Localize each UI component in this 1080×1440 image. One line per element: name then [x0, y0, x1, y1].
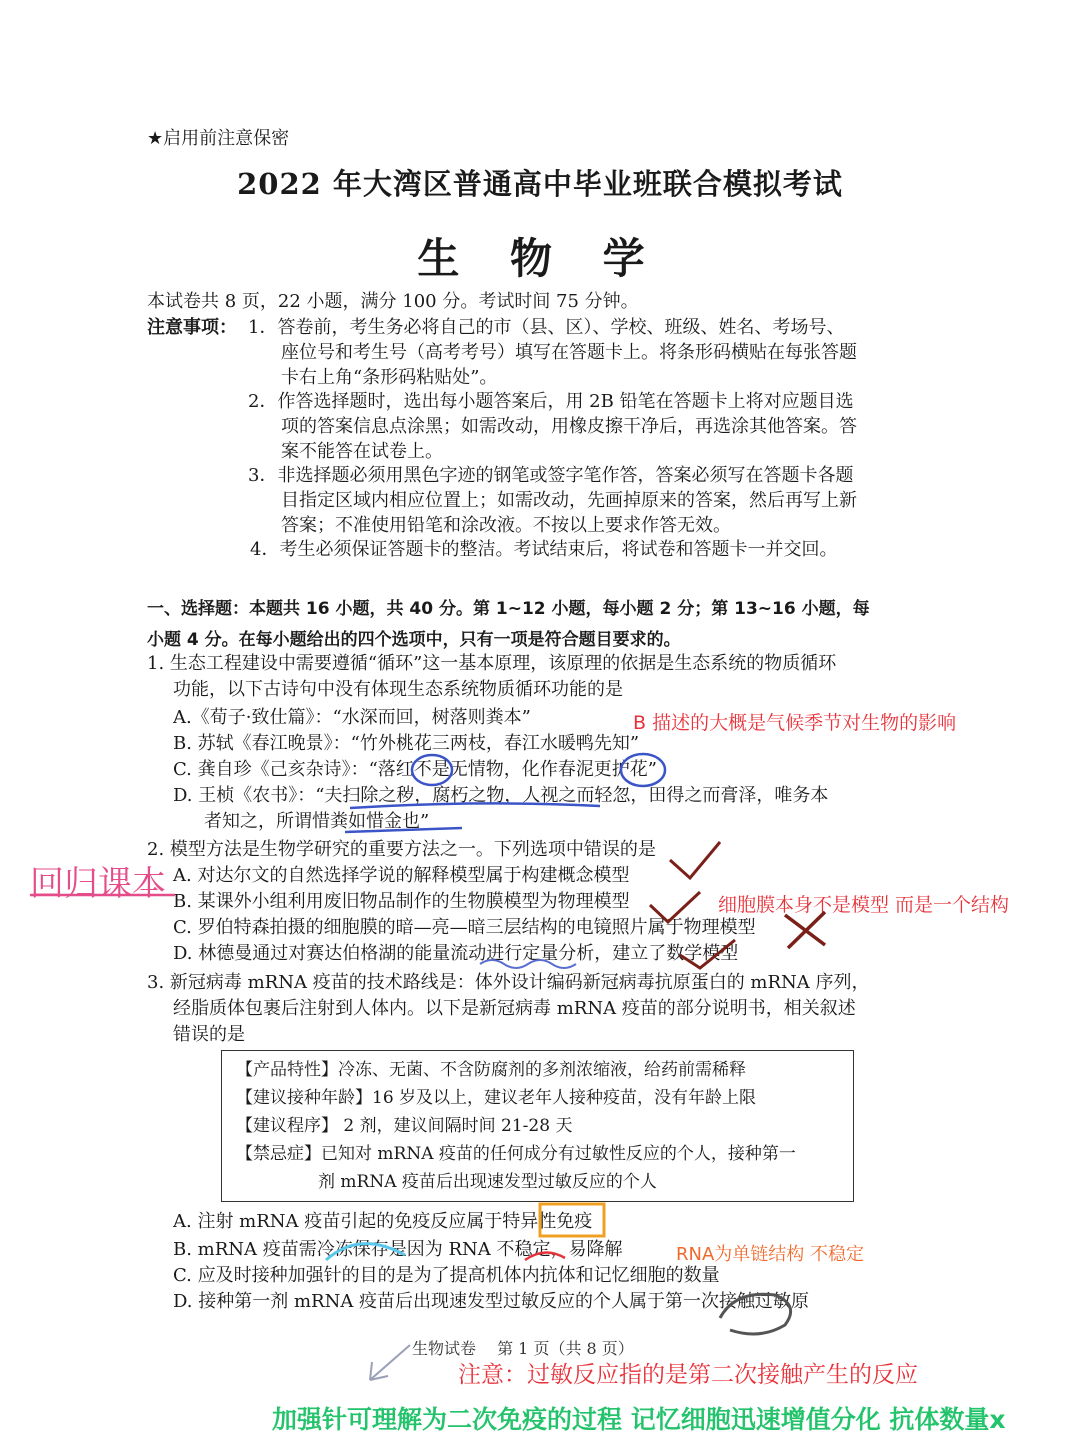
exam-title: 2022 年大湾区普通高中毕业班联合模拟考试: [237, 167, 843, 201]
q1-option-d-cont: 者知之，所谓惜粪如惜金也”: [204, 811, 430, 832]
q3-stem-line-3: 错误的是: [173, 1024, 245, 1045]
section-heading-line-1: 一、选择题：本题共 16 小题，共 40 分。第 1~12 小题，每小题 2 分；第 13~16 小题，每: [147, 599, 870, 619]
q3-stem-line-1: 3. 新冠病毒 mRNA 疫苗的技术路线是：体外设计编码新冠病毒抗原蛋白的 mRNA 序列，: [147, 972, 870, 993]
leaflet-schedule: 【建议程序】 2 剂，建议间隔时间 21-28 天: [236, 1116, 573, 1136]
notice-3-line-3: 答案；不准使用铅笔和涂改液。不按以上要求作答无效。: [281, 515, 731, 536]
notice-2-line-1: 2．作答选择题时，选出每小题答案后，用 2B 铅笔在答题卡上将对应题目选: [248, 391, 854, 412]
vaccine-leaflet-box: [221, 1050, 854, 1202]
q1-option-a: A.《荀子·致仕篇》：“水深而回，树落则粪本”: [173, 707, 531, 728]
leaflet-product-features: 【产品特性】冷冻、无菌、不含防腐剂的多剂浓缩液，给药前需稀释: [236, 1060, 746, 1080]
annotation-membrane: 细胞膜本身不是模型 而是一个结构: [718, 894, 1010, 916]
notice-2-line-3: 案不能答在试卷上。: [281, 441, 443, 462]
q2-stem: 2. 模型方法是生物学研究的重要方法之一。下列选项中错误的是: [147, 839, 656, 860]
subject-title: 生 物 学: [417, 234, 663, 283]
annotation-b-climate: B 描述的大概是气候季节对生物的影响: [633, 712, 957, 734]
annotation-rna-unstable: RNA为单链结构 不稳定: [676, 1244, 865, 1265]
q2-option-a: A. 对达尔文的自然选择学说的解释模型属于构建概念模型: [173, 865, 630, 886]
annotation-booster: 加强针可理解为二次免疫的过程 记忆细胞迅速增值分化 抗体数量x: [272, 1405, 1006, 1434]
arrow-to-booster-icon: [370, 1345, 410, 1380]
annotation-return-textbook: 回归课本: [30, 864, 166, 904]
q1-stem-line-1: 1. 生态工程建设中需要遵循“循环”这一基本原理，该原理的依据是生态系统的物质循环: [147, 653, 837, 674]
cross-c-icon: [785, 912, 825, 948]
notice-1-line-1: 1．答卷前，考生务必将自己的市（县、区）、学校、班级、姓名、考场号、: [248, 317, 845, 338]
notice-1-line-2: 座位号和考生号（高考考号）填写在答题卡上。将条形码横贴在每张答题: [281, 342, 857, 363]
exam-summary: 本试卷共 8 页，22 小题，满分 100 分。考试时间 75 分钟。: [147, 291, 639, 312]
notice-label: 注意事项：: [147, 317, 237, 338]
check-a-icon: [670, 842, 720, 878]
q3-option-c: C. 应及时接种加强针的目的是为了提高机体内抗体和记忆细胞的数量: [173, 1265, 720, 1286]
q2-option-c: C. 罗伯特森拍摄的细胞膜的暗—亮—暗三层结构的电镜照片属于物理模型: [173, 917, 756, 938]
annotation-allergy: 注意：过敏反应指的是第二次接触产生的反应: [458, 1362, 918, 1388]
notice-3-line-1: 3．非选择题必须用黑色字迹的钢笔或签字笔作答，答案必须写在答题卡各题: [248, 465, 854, 486]
notice-1-line-3: 卡右上角“条形码粘贴处”。: [281, 367, 498, 388]
q1-option-b: B. 苏轼《春江晚景》：“竹外桃花三两枝，春江水暖鸭先知”: [173, 733, 640, 754]
q2-option-d: D. 林德曼通过对赛达伯格湖的能量流动进行定量分析，建立了数学模型: [173, 943, 739, 964]
q3-stem-line-2: 经脂质体包裹后注射到人体内。以下是新冠病毒 mRNA 疫苗的部分说明书，相关叙述: [173, 998, 856, 1019]
q3-option-d: D. 接种第一剂 mRNA 疫苗后出现速发型过敏反应的个人属于第一次接触过敏原: [173, 1291, 810, 1312]
confidential-note: ★启用前注意保密: [147, 128, 290, 149]
notice-2-line-2: 项的答案信息点涂黑；如需改动，用橡皮擦干净后，再选涂其他答案。答: [281, 416, 857, 437]
leaflet-contraindications-cont: 剂 mRNA 疫苗后出现速发型过敏反应的个人: [318, 1172, 657, 1192]
q3-option-a: A. 注射 mRNA 疫苗引起的免疫反应属于特异性免疫: [173, 1211, 593, 1232]
notice-4-line-1: 4．考生必须保证答题卡的整洁。考试结束后，将试卷和答题卡一并交回。: [250, 539, 838, 560]
q2-option-b: B. 某课外小组利用废旧物品制作的生物膜模型为物理模型: [173, 891, 630, 912]
section-heading-line-2: 小题 4 分。在每小题给出的四个选项中，只有一项是符合题目要求的。: [147, 630, 681, 650]
q1-option-c: C. 龚自珍《己亥杂诗》：“落红不是无情物，化作春泥更护花”: [173, 759, 657, 780]
q3-option-b: B. mRNA 疫苗需冷冻保存是因为 RNA 不稳定，易降解: [173, 1239, 623, 1260]
q1-stem-line-2: 功能，以下古诗句中没有体现生态系统物质循环功能的是: [173, 679, 623, 700]
page-footer: 生物试卷 第 1 页（共 8 页）: [412, 1339, 634, 1358]
q1-option-d: D. 王桢《农书》：“夫扫除之秽，腐朽之物，人视之而轻忽，田得之而膏泽，唯务本: [173, 785, 829, 806]
leaflet-age: 【建议接种年龄】16 岁及以上，建议老年人接种疫苗，没有年龄上限: [236, 1088, 757, 1108]
leaflet-contraindications: 【禁忌症】已知对 mRNA 疫苗的任何成分有过敏性反应的个人，接种第一: [236, 1144, 796, 1164]
notice-3-line-2: 目指定区域内相应位置上；如需改动，先画掉原来的答案，然后再写上新: [281, 490, 857, 511]
